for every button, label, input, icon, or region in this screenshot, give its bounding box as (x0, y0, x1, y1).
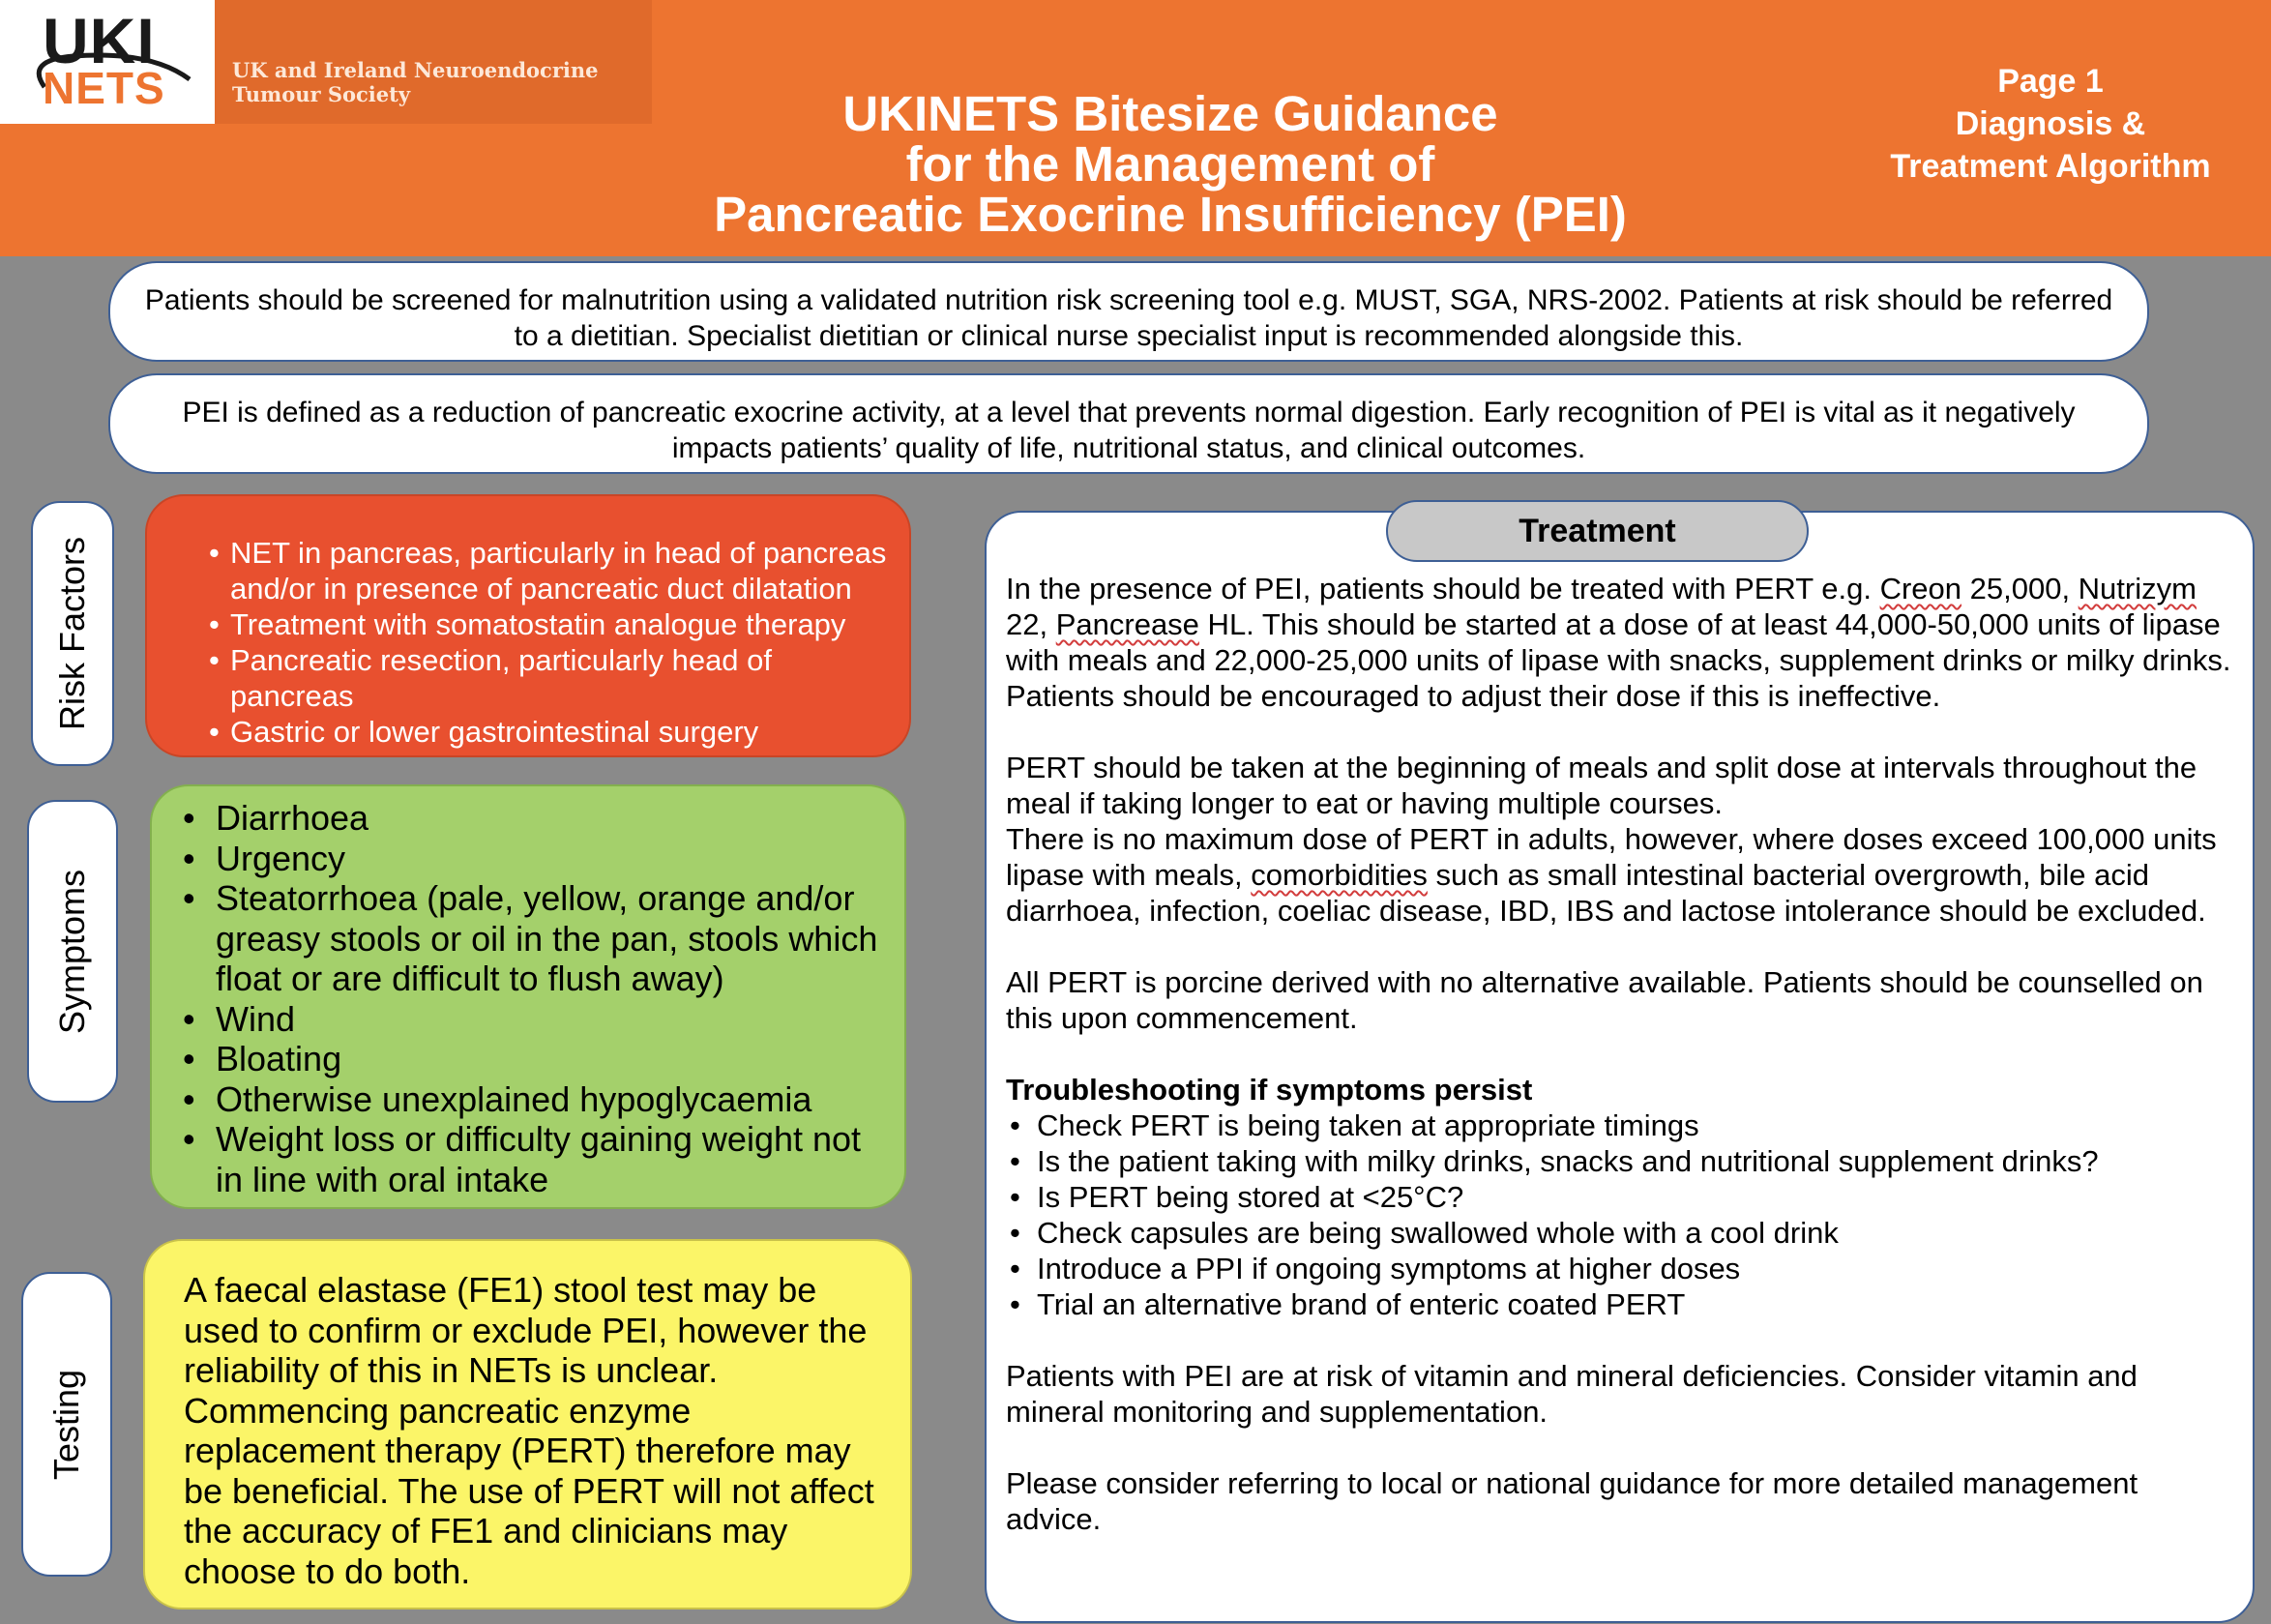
screening-note: Patients should be screened for malnutrition using a validated nutrition risk screening tool e.g. MUST, SGA, NRS-2002. Patients at risk should be referred to a dietitian. Specialist dietitian or clinical nurse specialist input is recommended alongside this. (108, 261, 2149, 362)
logo-nets-text: NETS (43, 63, 165, 113)
definition-note: PEI is defined as a reduction of pancreatic exocrine activity, at a level that prevents normal digestion. Early recognition of PEI is vital as it negatively impacts patients’ quality of life, nutritional status, and clinical outcomes. (108, 373, 2149, 474)
symptoms-tab: Symptoms (27, 800, 118, 1103)
brand-pancrease: Pancrease (1055, 607, 1199, 641)
list-item: • Otherwise unexplained hypoglycaemia (183, 1079, 885, 1120)
list-item: • Check PERT is being taken at appropriate timings (1006, 1107, 2233, 1143)
list-item: • Wind (183, 999, 885, 1040)
treatment-paragraph-1: In the presence of PEI, patients should be treated with PERT e.g. Creon 25,000, Nutrizym 22, Pancrease HL. This should be started at a dose of at least 44,000-50,000 units of lipase with meals and 22,000-25,000 units of lipase with snacks, supplement drinks or milky drinks. Patients should be encouraged to adjust their dose if this is ineffective. (1006, 572, 2231, 713)
troubleshooting-heading: Troubleshooting if symptoms persist (1006, 1073, 1533, 1107)
testing-text: A faecal elastase (FE1) stool test may be used to confirm or exclude PEI, however the reliability of this in NETs is unclear. Commencing pancreatic enzyme replacement therapy (PERT) therefore may be beneficial. The use of PERT will not affect the accuracy of FE1 and clinicians may choose to do both. (184, 1270, 874, 1591)
list-item: • Treatment with somatostatin analogue therapy (195, 606, 890, 642)
word-comorbidities: comorbidities (1251, 858, 1428, 892)
list-item: • Is PERT being stored at <25°C? (1006, 1179, 2233, 1215)
symptoms-box (150, 784, 906, 1209)
list-item: • Urgency (183, 839, 885, 879)
list-item: • Gastric or lower gastrointestinal surgery (195, 714, 890, 750)
list-item: • Trial an alternative brand of enteric coated PERT (1006, 1286, 2233, 1322)
brand-creon: Creon (1879, 572, 1962, 605)
list-item: • Check capsules are being swallowed whole with a cool drink (1006, 1215, 2233, 1251)
treatment-paragraph-6: Please consider referring to local or national guidance for more detailed management advice. (1006, 1466, 2138, 1536)
list-item: • Weight loss or difficulty gaining weight not in line with oral intake (183, 1119, 885, 1199)
page-title: UKINETS Bitesize Guidance for the Management of Pancreatic Exocrine Insufficiency (PEI) (714, 86, 1627, 242)
logo-uki-text: UKI (43, 5, 156, 76)
list-item: • NET in pancreas, particularly in head of pancreas and/or in presence of pancreatic duct dilatation (195, 535, 890, 606)
risk-factors-box (145, 494, 911, 757)
risk-factors-list (195, 535, 890, 750)
symptoms-list (183, 798, 885, 1199)
list-item: • Diarrhoea (183, 798, 885, 839)
treatment-paragraph-5: Patients with PEI are at risk of vitamin and mineral deficiencies. Consider vitamin and mineral monitoring and supplementation. (1006, 1359, 2138, 1429)
list-item: • Introduce a PPI if ongoing symptoms at higher doses (1006, 1251, 2233, 1286)
risk-factors-tab: Risk Factors (31, 501, 114, 766)
brand-nutrizym: Nutrizym (2078, 572, 2197, 605)
list-item: • Pancreatic resection, particularly head of pancreas (195, 642, 890, 714)
treatment-paragraph-4: All PERT is porcine derived with no alternative available. Patients should be counselled on this upon commencement. (1006, 965, 2203, 1035)
treatment-box (985, 511, 2255, 1623)
page-info: Page 1 Diagnosis & Treatment Algorithm (1862, 60, 2239, 188)
testing-box (143, 1239, 912, 1609)
org-name: UK and Ireland Neuroendocrine Tumour Society (232, 58, 599, 106)
header-banner (0, 0, 2271, 256)
treatment-paragraph-3: There is no maximum dose of PERT in adults, however, where doses exceed 100,000 units lipase with meals, comorbidities such as small intestinal bacterial overgrowth, bile acid diarrhoea, infection, coeliac disease, IBD, IBS and lactose intolerance should be excluded. (1006, 822, 2217, 928)
treatment-header: Treatment (1386, 500, 1809, 562)
page-number: Page 1 (1997, 63, 2104, 100)
treatment-paragraph-2: PERT should be taken at the beginning of meals and split dose at intervals throughout the meal if taking longer to eat or having multiple courses. (1006, 751, 2197, 820)
ukinets-logo (0, 0, 215, 124)
list-item: • Is the patient taking with milky drinks, snacks and nutritional supplement drinks? (1006, 1143, 2233, 1179)
list-item: • Bloating (183, 1039, 885, 1079)
troubleshooting-list (1006, 1107, 2233, 1322)
testing-tab: Testing (21, 1272, 112, 1577)
list-item: • Steatorrhoea (pale, yellow, orange and/or greasy stools or oil in the pan, stools which float or are difficult to flush away) (183, 878, 885, 999)
